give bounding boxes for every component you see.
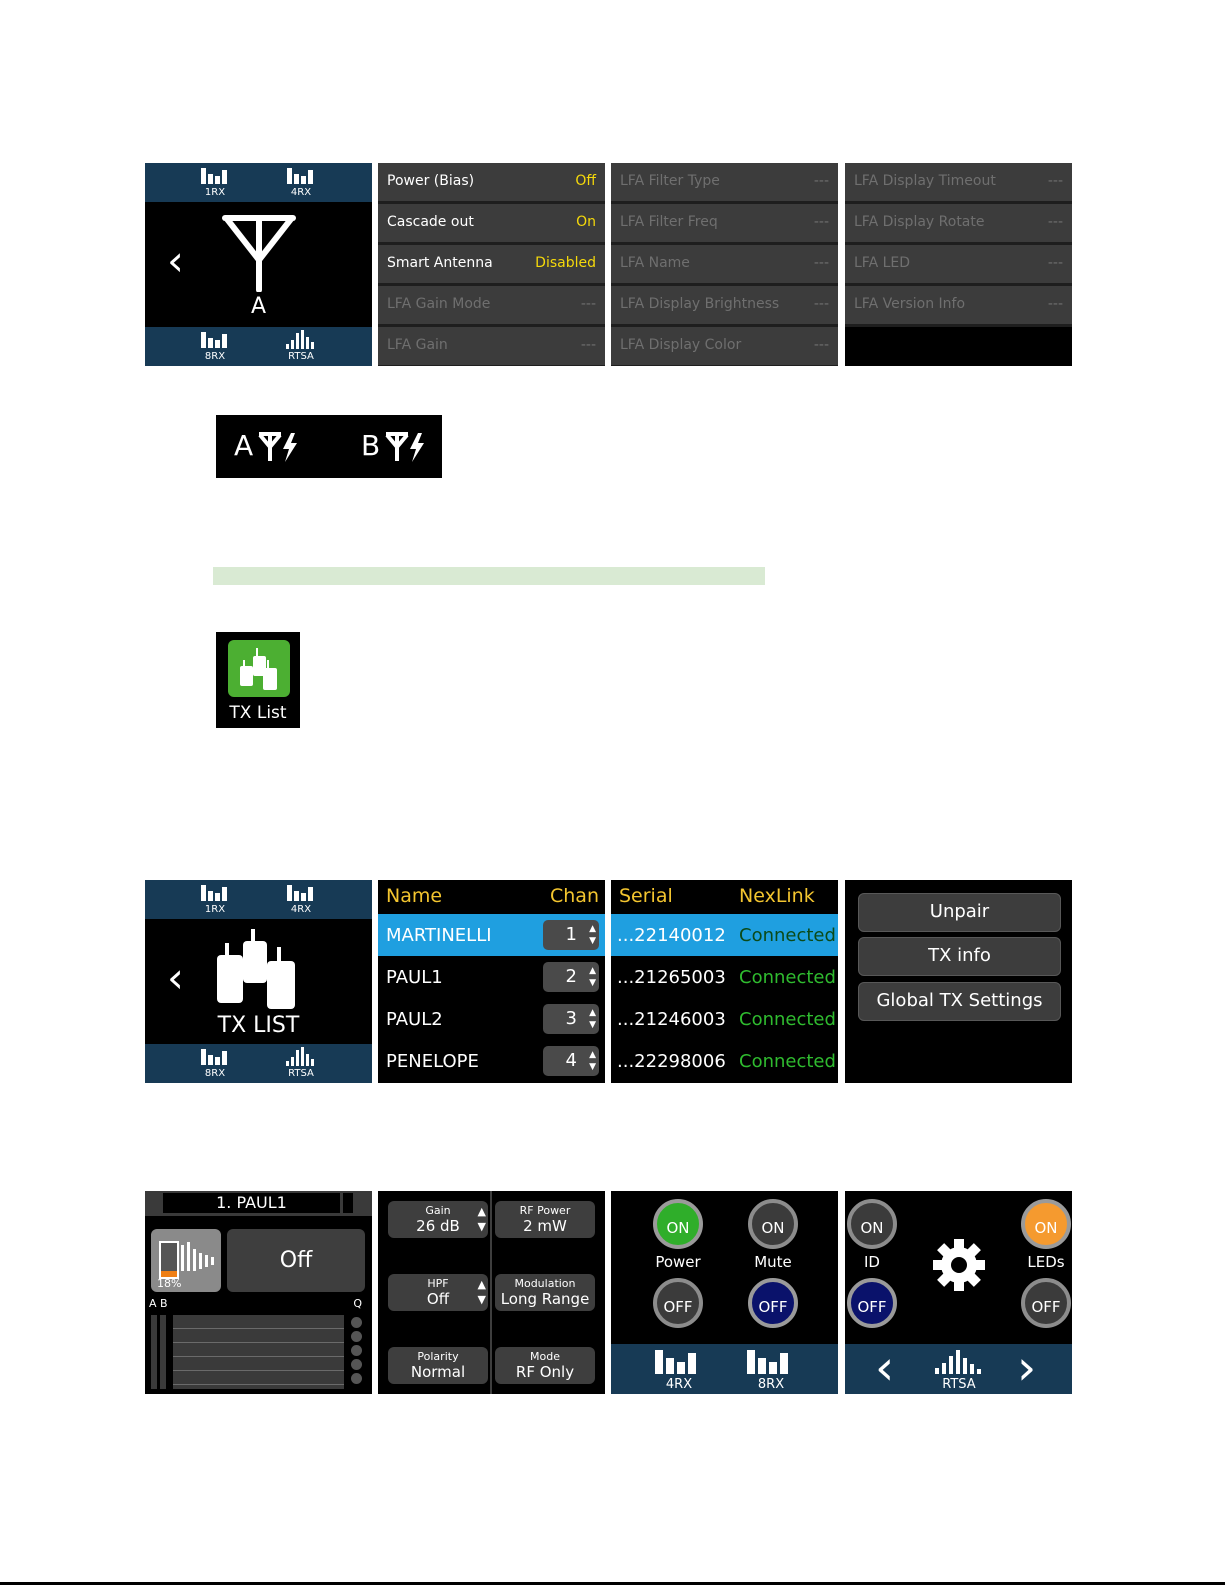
id-off-toggle[interactable]: OFF xyxy=(847,1278,897,1328)
tx-serial: ...22298006 xyxy=(617,1051,726,1072)
nexlink-status: Connected xyxy=(739,1051,836,1072)
quality-dot xyxy=(351,1345,362,1356)
tx-serial-nexlink-panel xyxy=(611,880,838,1083)
tx-name-chan-panel xyxy=(378,880,605,1083)
unpair-button[interactable]: Unpair xyxy=(858,893,1061,932)
nav-1rx[interactable]: 1RX xyxy=(195,883,235,917)
tx-serial: ...21265003 xyxy=(617,967,726,988)
highlight-bar xyxy=(213,567,765,585)
rf-power-control[interactable]: RF Power 2 mW xyxy=(495,1201,595,1238)
nav-8rx[interactable]: 8RX xyxy=(195,330,235,364)
antenna-power-icon xyxy=(384,431,426,463)
antenna-label: A xyxy=(250,294,267,319)
column-header-name: Name xyxy=(386,885,443,907)
setting-cascade-out[interactable]: Cascade out On xyxy=(378,204,605,245)
column-header-chan: Chan xyxy=(550,885,599,907)
hpf-control[interactable]: HPF Off ▲ ▼ xyxy=(388,1274,488,1311)
channel-stepper[interactable]: 1 ▲ ▼ xyxy=(543,920,599,950)
tx-detail-header xyxy=(145,1191,372,1216)
antenna-settings-panel xyxy=(378,163,605,366)
nav-8rx[interactable]: 8RX xyxy=(195,1047,235,1081)
tx-list-main xyxy=(145,919,372,1044)
setting-lfa-display-brightness: LFA Display Brightness --- xyxy=(611,286,838,327)
mute-label: Mute xyxy=(754,1253,792,1271)
receiver-bars-icon xyxy=(285,883,317,903)
table-row[interactable] xyxy=(611,1040,838,1082)
nav-4rx[interactable]: 4RX xyxy=(651,1348,707,1382)
quality-dot xyxy=(351,1317,362,1328)
tx-params-panel xyxy=(378,1191,605,1394)
power-mute-panel xyxy=(611,1191,838,1394)
tx-list-title: TX LIST xyxy=(217,1013,300,1038)
antenna-a-label: A xyxy=(234,429,254,462)
table-row[interactable] xyxy=(378,956,605,998)
table-row[interactable] xyxy=(378,998,605,1040)
nav-bar-top xyxy=(145,880,372,919)
tx-name: PENELOPE xyxy=(386,1051,479,1072)
lfa-settings-panel-1 xyxy=(611,163,838,366)
back-chevron-icon[interactable]: ‹ xyxy=(167,236,184,285)
tx-name: PAUL2 xyxy=(386,1009,443,1030)
polarity-control[interactable]: Polarity Normal xyxy=(388,1347,488,1384)
receiver-bars-icon xyxy=(285,166,317,186)
table-row[interactable] xyxy=(378,1040,605,1082)
receiver-bars-icon xyxy=(199,1047,231,1067)
transmitters-icon xyxy=(238,646,282,692)
prev-chevron-icon[interactable]: ‹ xyxy=(875,1340,895,1394)
leds-on-toggle[interactable]: ON xyxy=(1021,1199,1071,1249)
nav-bar-bottom xyxy=(845,1340,1072,1394)
column-header-serial: Serial xyxy=(619,885,673,907)
signal-bars-icon xyxy=(179,1239,217,1273)
gain-control[interactable]: Gain 26 dB ▲ ▼ xyxy=(388,1201,488,1238)
quality-dots xyxy=(351,1317,363,1384)
quality-dot xyxy=(351,1331,362,1342)
nav-4rx[interactable]: 4RX xyxy=(281,166,321,200)
setting-lfa-display-color: LFA Display Color --- xyxy=(611,327,838,366)
nexlink-status: Connected xyxy=(739,967,836,988)
meter-q-label: Q xyxy=(353,1297,362,1310)
nav-bar-top xyxy=(145,163,372,202)
receiver-bars-icon xyxy=(653,1348,705,1376)
tx-table-header xyxy=(611,880,838,914)
channel-stepper[interactable]: 4 ▲ ▼ xyxy=(543,1046,599,1076)
antenna-icon xyxy=(219,212,299,292)
power-label: Power xyxy=(655,1253,701,1271)
setting-lfa-version-info: LFA Version Info --- xyxy=(845,286,1072,327)
column-header-nexlink: NexLink xyxy=(739,885,815,907)
id-on-toggle[interactable]: ON xyxy=(847,1199,897,1249)
tx-detail-title: 1. PAUL1 xyxy=(163,1193,340,1213)
receiver-bars-icon xyxy=(199,883,231,903)
tx-serial: ...21246003 xyxy=(617,1009,726,1030)
receiver-bars-icon xyxy=(199,166,231,186)
battery-icon xyxy=(159,1241,179,1279)
tx-list-tile-label: TX List xyxy=(229,703,287,723)
setting-lfa-gain-mode: LFA Gain Mode --- xyxy=(378,286,605,327)
nexlink-status: Connected xyxy=(739,925,836,946)
tx-state-button[interactable]: Off xyxy=(227,1229,365,1292)
param-divider xyxy=(490,1191,492,1394)
mute-off-toggle[interactable]: OFF xyxy=(748,1278,798,1328)
power-on-toggle[interactable]: ON xyxy=(653,1199,703,1249)
setting-power-bias[interactable]: Power (Bias) Off xyxy=(378,163,605,204)
antenna-power-status xyxy=(216,415,442,478)
nav-rtsa[interactable]: RTSA xyxy=(931,1348,987,1382)
setting-lfa-filter-freq: LFA Filter Freq --- xyxy=(611,204,838,245)
quality-dot xyxy=(351,1373,362,1384)
audio-meter-area xyxy=(173,1315,344,1389)
setting-lfa-name: LFA Name --- xyxy=(611,245,838,286)
table-row[interactable] xyxy=(611,914,838,956)
receiver-bars-icon xyxy=(745,1348,797,1376)
antenna-nav-panel xyxy=(145,163,372,366)
spectrum-icon xyxy=(285,1047,317,1067)
stepper-arrows-icon[interactable]: ▲ ▼ xyxy=(589,1008,596,1030)
setting-lfa-display-timeout: LFA Display Timeout --- xyxy=(845,163,1072,204)
table-row[interactable] xyxy=(611,956,838,998)
nav-1rx[interactable]: 1RX xyxy=(195,166,235,200)
antenna-power-icon xyxy=(257,431,299,463)
meter-b xyxy=(160,1315,166,1389)
tx-list-tile-icon-bg xyxy=(228,640,290,697)
quality-dot xyxy=(351,1359,362,1370)
leds-off-toggle[interactable]: OFF xyxy=(1021,1278,1071,1328)
stepper-arrows-icon[interactable]: ▲ ▼ xyxy=(589,1050,596,1072)
spectrum-icon xyxy=(933,1348,985,1376)
tx-detail-panel xyxy=(145,1191,372,1394)
stepper-arrows-icon[interactable]: ▲ ▼ xyxy=(589,924,596,946)
setting-smart-antenna[interactable]: Smart Antenna Disabled xyxy=(378,245,605,286)
id-leds-panel xyxy=(845,1191,1072,1394)
battery-widget[interactable] xyxy=(151,1229,221,1292)
tx-serial: ...22140012 xyxy=(617,925,726,946)
leds-label: LEDs xyxy=(1027,1253,1065,1271)
stepper-arrows-icon[interactable]: ▲ ▼ xyxy=(477,1278,486,1306)
next-chevron-icon[interactable]: › xyxy=(1017,1340,1037,1394)
nav-bar-bottom xyxy=(611,1344,838,1394)
power-off-toggle[interactable]: OFF xyxy=(653,1278,703,1328)
channel-stepper[interactable]: 2 ▲ ▼ xyxy=(543,962,599,992)
tx-actions-panel xyxy=(845,880,1072,1083)
tx-table-header xyxy=(378,880,605,914)
antenna-main xyxy=(145,202,372,327)
spectrum-icon xyxy=(285,330,317,350)
stepper-arrows-icon[interactable]: ▲ ▼ xyxy=(589,966,596,988)
setting-lfa-display-rotate: LFA Display Rotate --- xyxy=(845,204,1072,245)
meter-ab-label: A B xyxy=(149,1297,168,1310)
global-tx-settings-button[interactable]: Global TX Settings xyxy=(858,982,1061,1021)
mute-on-toggle[interactable]: ON xyxy=(748,1199,798,1249)
tx-name: PAUL1 xyxy=(386,967,443,988)
nav-bar-bottom xyxy=(145,1044,372,1083)
transmitters-icon xyxy=(215,927,303,1013)
channel-stepper[interactable]: 3 ▲ ▼ xyxy=(543,1004,599,1034)
lfa-settings-panel-2 xyxy=(845,163,1072,366)
nav-bar-bottom xyxy=(145,327,372,366)
nav-4rx[interactable]: 4RX xyxy=(281,883,321,917)
setting-lfa-gain: LFA Gain --- xyxy=(378,327,605,366)
setting-lfa-filter-type: LFA Filter Type --- xyxy=(611,163,838,204)
gear-icon[interactable] xyxy=(931,1237,987,1293)
setting-lfa-led: LFA LED --- xyxy=(845,245,1072,286)
id-label: ID xyxy=(864,1253,880,1271)
tx-list-nav-panel xyxy=(145,880,372,1083)
battery-percent: 18% xyxy=(157,1277,182,1290)
tx-name: MARTINELLI xyxy=(386,925,492,946)
tx-detail-header-indicator xyxy=(343,1193,353,1213)
tx-list-tile[interactable] xyxy=(216,632,300,728)
nav-rtsa[interactable]: RTSA xyxy=(281,1047,321,1081)
receiver-bars-icon xyxy=(199,330,231,350)
meter-a xyxy=(151,1315,157,1389)
tx-info-button[interactable]: TX info xyxy=(858,937,1061,976)
nexlink-status: Connected xyxy=(739,1009,836,1030)
antenna-b-label: B xyxy=(361,429,381,462)
nav-rtsa[interactable]: RTSA xyxy=(281,330,321,364)
stepper-arrows-icon[interactable]: ▲ ▼ xyxy=(477,1205,486,1233)
table-row[interactable] xyxy=(611,998,838,1040)
nav-8rx[interactable]: 8RX xyxy=(743,1348,799,1382)
back-chevron-icon[interactable]: ‹ xyxy=(167,953,184,1002)
table-row[interactable] xyxy=(378,914,605,956)
mode-control[interactable]: Mode RF Only xyxy=(495,1347,595,1384)
modulation-control[interactable]: Modulation Long Range xyxy=(495,1274,595,1311)
